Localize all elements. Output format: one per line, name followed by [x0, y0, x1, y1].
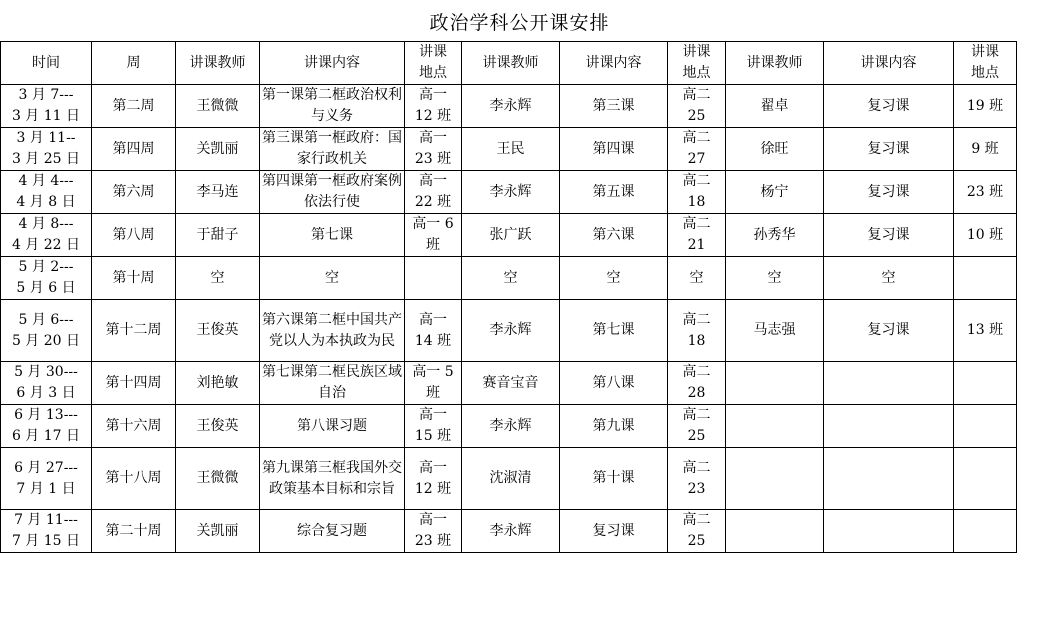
teacher-cell: 于甜子 — [176, 214, 260, 257]
table-row — [1, 448, 1017, 510]
week-cell: 第十二周 — [92, 300, 176, 362]
location-cell: 高二 23 — [668, 448, 726, 510]
teacher-cell: 赛音宝音 — [462, 362, 560, 405]
week-cell: 第十四周 — [92, 362, 176, 405]
content-cell: 第一课第二框政治权利与义务 — [260, 85, 405, 128]
teacher-cell: 李马连 — [176, 171, 260, 214]
teacher-cell — [726, 362, 824, 405]
location-cell — [954, 257, 1017, 300]
location-cell: 9 班 — [954, 128, 1017, 171]
location-cell: 高二 25 — [668, 510, 726, 553]
column-header: 讲课内容 — [260, 42, 405, 85]
teacher-cell: 马志强 — [726, 300, 824, 362]
content-cell: 第四课 — [560, 128, 668, 171]
column-header: 讲课教师 — [176, 42, 260, 85]
content-cell — [824, 510, 954, 553]
location-cell: 19 班 — [954, 85, 1017, 128]
week-cell: 第二十周 — [92, 510, 176, 553]
teacher-cell: 王俊英 — [176, 300, 260, 362]
content-cell: 空 — [260, 257, 405, 300]
date-cell: 3 月 7--- 3 月 11 日 — [1, 85, 92, 128]
week-cell: 第六周 — [92, 171, 176, 214]
teacher-cell: 杨宁 — [726, 171, 824, 214]
table-row — [1, 257, 1017, 300]
location-cell — [405, 257, 462, 300]
location-cell: 高一 23 班 — [405, 128, 462, 171]
content-cell: 第七课 — [260, 214, 405, 257]
location-cell: 高二 18 — [668, 171, 726, 214]
content-cell: 复习课 — [560, 510, 668, 553]
location-cell: 高一 22 班 — [405, 171, 462, 214]
teacher-cell: 刘艳敏 — [176, 362, 260, 405]
week-cell: 第四周 — [92, 128, 176, 171]
date-cell: 5 月 2--- 5 月 6 日 — [1, 257, 92, 300]
column-header: 讲课教师 — [462, 42, 560, 85]
content-cell: 复习课 — [824, 214, 954, 257]
date-cell: 4 月 8--- 4 月 22 日 — [1, 214, 92, 257]
location-cell: 高二 27 — [668, 128, 726, 171]
date-cell: 5 月 30--- 6 月 3 日 — [1, 362, 92, 405]
location-cell: 高二 21 — [668, 214, 726, 257]
header-row — [1, 42, 1017, 85]
location-cell: 高二 25 — [668, 405, 726, 448]
table-row — [1, 171, 1017, 214]
location-cell: 高一 14 班 — [405, 300, 462, 362]
table-row — [1, 510, 1017, 553]
week-cell: 第十六周 — [92, 405, 176, 448]
content-cell: 第九课 — [560, 405, 668, 448]
table-row — [1, 128, 1017, 171]
column-header: 讲课内容 — [824, 42, 954, 85]
table-row — [1, 300, 1017, 362]
teacher-cell: 关凯丽 — [176, 510, 260, 553]
location-cell: 高一 12 班 — [405, 448, 462, 510]
content-cell: 第九课第三框我国外交政策基本目标和宗旨 — [260, 448, 405, 510]
column-header: 讲课 地点 — [405, 42, 462, 85]
teacher-cell: 王微微 — [176, 85, 260, 128]
location-cell: 13 班 — [954, 300, 1017, 362]
content-cell: 第五课 — [560, 171, 668, 214]
content-cell: 复习课 — [824, 300, 954, 362]
week-cell: 第十八周 — [92, 448, 176, 510]
content-cell — [824, 448, 954, 510]
teacher-cell: 王民 — [462, 128, 560, 171]
teacher-cell: 空 — [462, 257, 560, 300]
teacher-cell: 王微微 — [176, 448, 260, 510]
date-cell: 5 月 6--- 5 月 20 日 — [1, 300, 92, 362]
location-cell: 高二 28 — [668, 362, 726, 405]
content-cell — [824, 362, 954, 405]
content-cell: 综合复习题 — [260, 510, 405, 553]
schedule-table — [0, 41, 1017, 553]
column-header: 讲课教师 — [726, 42, 824, 85]
content-cell: 空 — [560, 257, 668, 300]
location-cell: 高一 6 班 — [405, 214, 462, 257]
location-cell: 空 — [668, 257, 726, 300]
teacher-cell: 沈淑清 — [462, 448, 560, 510]
date-cell: 4 月 4--- 4 月 8 日 — [1, 171, 92, 214]
teacher-cell — [726, 448, 824, 510]
teacher-cell: 李永辉 — [462, 510, 560, 553]
column-header: 讲课 地点 — [954, 42, 1017, 85]
location-cell: 10 班 — [954, 214, 1017, 257]
week-cell: 第八周 — [92, 214, 176, 257]
content-cell: 第六课第二框中国共产党以人为本执政为民 — [260, 300, 405, 362]
teacher-cell: 翟卓 — [726, 85, 824, 128]
teacher-cell — [726, 405, 824, 448]
location-cell: 高一 12 班 — [405, 85, 462, 128]
teacher-cell — [726, 510, 824, 553]
table-row — [1, 362, 1017, 405]
date-cell: 3 月 11-- 3 月 25 日 — [1, 128, 92, 171]
location-cell: 高一 23 班 — [405, 510, 462, 553]
content-cell: 复习课 — [824, 85, 954, 128]
content-cell: 第十课 — [560, 448, 668, 510]
teacher-cell: 王俊英 — [176, 405, 260, 448]
column-header: 讲课 地点 — [668, 42, 726, 85]
date-cell: 7 月 11--- 7 月 15 日 — [1, 510, 92, 553]
teacher-cell: 孙秀华 — [726, 214, 824, 257]
table-row — [1, 214, 1017, 257]
page-title: 政治学科公开课安排 — [429, 12, 610, 34]
content-cell: 第三课第一框政府：国家行政机关 — [260, 128, 405, 171]
content-cell — [824, 405, 954, 448]
content-cell: 复习课 — [824, 171, 954, 214]
content-cell: 第四课第一框政府案例依法行使 — [260, 171, 405, 214]
column-header: 时间 — [1, 42, 92, 85]
week-cell: 第十周 — [92, 257, 176, 300]
date-cell: 6 月 13--- 6 月 17 日 — [1, 405, 92, 448]
location-cell: 高一 5 班 — [405, 362, 462, 405]
week-cell: 第二周 — [92, 85, 176, 128]
content-cell: 第八课 — [560, 362, 668, 405]
column-header: 周 — [92, 42, 176, 85]
column-header: 讲课内容 — [560, 42, 668, 85]
teacher-cell: 李永辉 — [462, 85, 560, 128]
location-cell: 23 班 — [954, 171, 1017, 214]
content-cell: 空 — [824, 257, 954, 300]
teacher-cell: 李永辉 — [462, 405, 560, 448]
table-row — [1, 85, 1017, 128]
teacher-cell: 关凯丽 — [176, 128, 260, 171]
location-cell — [954, 510, 1017, 553]
location-cell: 高二 18 — [668, 300, 726, 362]
date-cell: 6 月 27--- 7 月 1 日 — [1, 448, 92, 510]
content-cell: 第八课习题 — [260, 405, 405, 448]
table-row — [1, 405, 1017, 448]
teacher-cell: 张广跃 — [462, 214, 560, 257]
teacher-cell: 空 — [176, 257, 260, 300]
location-cell: 高一 15 班 — [405, 405, 462, 448]
teacher-cell: 李永辉 — [462, 171, 560, 214]
teacher-cell: 李永辉 — [462, 300, 560, 362]
content-cell: 第三课 — [560, 85, 668, 128]
teacher-cell: 空 — [726, 257, 824, 300]
content-cell: 第七课第二框民族区域自治 — [260, 362, 405, 405]
teacher-cell: 徐旺 — [726, 128, 824, 171]
location-cell: 高二 25 — [668, 85, 726, 128]
content-cell: 第六课 — [560, 214, 668, 257]
content-cell: 第七课 — [560, 300, 668, 362]
content-cell: 复习课 — [824, 128, 954, 171]
location-cell — [954, 405, 1017, 448]
location-cell — [954, 448, 1017, 510]
location-cell — [954, 362, 1017, 405]
